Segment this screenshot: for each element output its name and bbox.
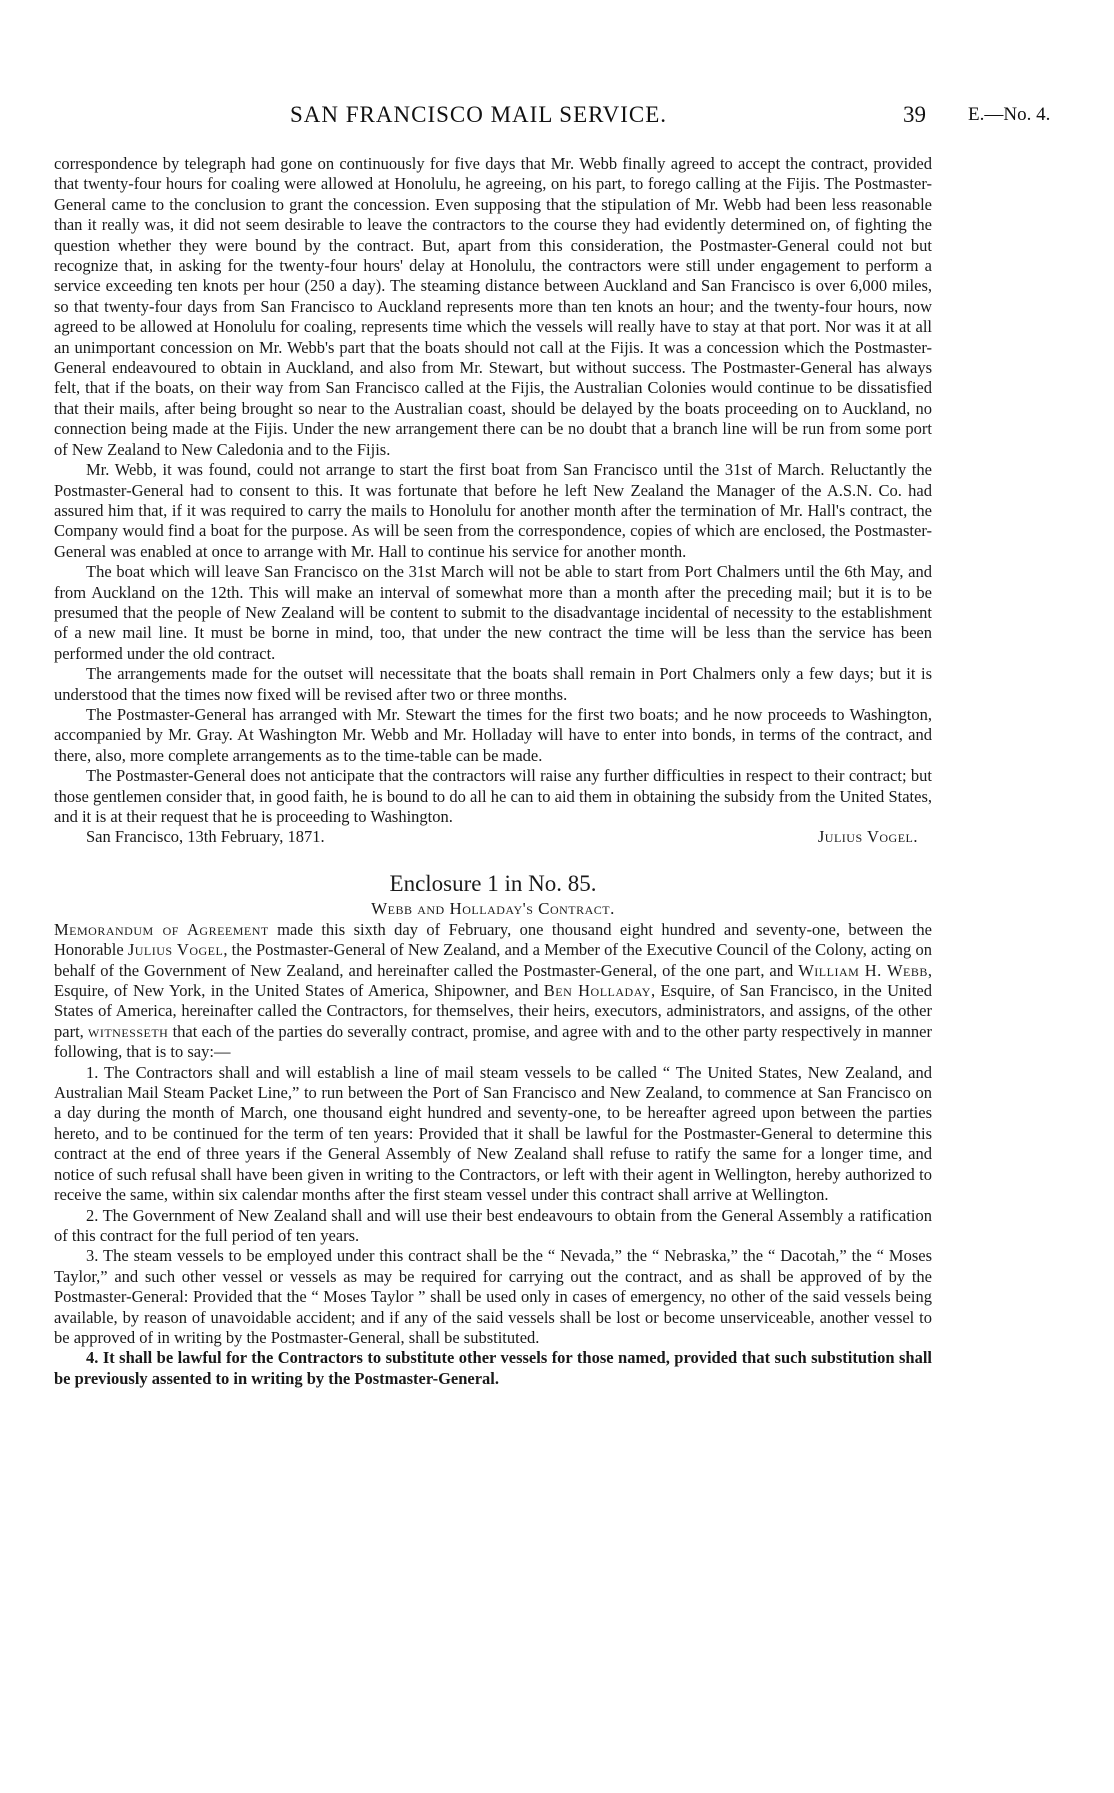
name-webb: William H. Webb (798, 960, 928, 980)
letter-paragraph-6: The Postmaster-General does not anticipate that the contractors will raise any further difficulties in respect to their contract; but those gentlemen consider that, in good faith, he is bound to do all he can to aid them in obtaining the subsidy from the United States, and it is at their request that he is proceeding to Washington. (54, 766, 932, 826)
document-reference: E.—No. 4. (968, 104, 1051, 125)
running-header (0, 102, 1114, 132)
letter-paragraph-2: Mr. Webb, it was found, could not arrange to start the first boat from San Francisco until the 31st of March. Reluctantly the Postmaster-General had to consent to this. It was fortunate that before he left New Zealand the Manager of the A.S.N. Co. had assured him that, if it was required to carry the mails to Honolulu for another month after the termination of Mr. Hall's contract, the Company would find a boat for the purpose. As will be seen from the correspondence, copies of which are enclosed, the Postmaster-General was enabled at once to arrange with Mr. Hall to continue his service for another month. (54, 460, 932, 561)
page-number: 39 (903, 102, 926, 127)
page-body (54, 154, 932, 1389)
name-holladay: Ben Holladay (543, 981, 651, 1001)
memorandum-lead: Memorandum of Agreement (54, 919, 269, 939)
enclosure-title: Enclosure 1 in No. 85. (389, 870, 597, 896)
signature-line (54, 827, 932, 847)
memo-text-3: , Esquire, of New York, in the United States of America, Shipowner, and (54, 960, 933, 1001)
place-date: San Francisco, 13th February, 1871. (86, 827, 325, 847)
letter-paragraph-5: The Postmaster-General has arranged with Mr. Stewart the times for the first two boats; and he now proceeds to Washington, accompanied by Mr. Gray. At Washington Mr. Webb and Mr. Holladay will have to enter into bonds, in terms of the contract, and there, also, more complete arrangements as to the time-table can be made. (54, 704, 932, 765)
letter-paragraph-1: correspondence by telegraph had gone on continuously for five days that Mr. Webb finally agreed to accept the contract, provided that twenty-four hours for coaling were allowed at Honolulu, he agreeing, on his part, to forego calling at the Fijis. The Postmaster-General came to the conclusion to grant the concession. Even supposing that the stipulation of Mr. Webb had been less reasonable than it really was, it did not seem desirable to leave the contractors to the course they had evidently determined on, of fighting the question whether they were bound by the contract. But, apart from this consideration, the Postmaster-General could not but recognize that, in asking for the twenty-four hours' delay at Honolulu, the contractors were still under engagement to perform a service exceeding ten knots per hour (250 a day). The steaming distance between Auckland and San Francisco is over 6,000 miles, so that twenty-four days from San Francisco to Auckland represents more than ten knots an hour; and the twenty-four hours, now agreed to be allowed at Honolulu for coaling, represents time which the vessels will really have to stay at that port. Nor was it at all an unimportant concession on Mr. Webb's part that the boats should not call at the Fijis. It was a concession which the Postmaster-General endeavoured to obtain in Auckland, and also from Mr. Stewart, but without success. The Postmaster-General has always felt, that if the boats, on their way from San Francisco called at the Fijis, the Australian Colonies would continue to be dissatisfied that their mails, after being brought so near to the Australian coast, should be delayed by the boats proceeding on to Auckland, no connection being made at the Fijis. Under the new arrangement there can be no doubt that a branch line will be run from some port of New Zealand to New Caledonia and to the Fijis. (54, 154, 932, 459)
name-vogel: Julius Vogel (127, 940, 224, 960)
clause-3: 3. The steam vessels to be employed under this contract shall be the “ Nevada,” the “ Nebraska,” the “ Dacotah,” the “ Moses Taylor,” and such other vessel or vessels as may be required for carrying out the contract, and as shall be approved of by the Postmaster-General: Provided that the “ Moses Taylor ” shall be used only in cases of emergency, no other of the said vessels being available, by reason of unavoidable accident; and if any of the said vessels shall be lost or become unserviceable, another vessel to be approved of in writing by the Postmaster-General, shall be substituted. (54, 1246, 932, 1347)
memo-text-1: made this sixth day of February, one thousand eight hundred and seventy-one, between the Honorable (54, 919, 932, 960)
memo-text-2: , the Postmaster-General of New Zealand, and a Member of the Executive Council of the Colony, acting on behalf of the Government of New Zealand, and hereinafter called the Postmaster-General, of the one part, and (54, 940, 932, 980)
clause-4: 4. It shall be lawful for the Contractors to substitute other vessels for those named, provided that such substitution shall be previously assented to in writing by the Postmaster-General. (54, 1348, 932, 1388)
memo-text-5: that each of the parties do severally contract, promise, and agree with and to the other party respectively in manner following, that is to say:— (54, 1021, 932, 1062)
running-title: SAN FRANCISCO MAIL SERVICE. (290, 102, 668, 127)
enclosure-subtitle: Webb and Holladay's Contract. (371, 898, 615, 918)
clause-2: 2. The Government of New Zealand shall and will use their best endeavours to obtain from the General Assembly a ratification of this contract for the full period of ten years. (54, 1205, 932, 1245)
letter-paragraph-4: The arrangements made for the outset will necessitate that the boats shall remain in Port Chalmers only a few days; but it is understood that the times now fixed will be revised after two or three months. (54, 664, 932, 704)
letter-paragraph-3: The boat which will leave San Francisco on the 31st March will not be able to start from Port Chalmers until the 6th May, and from Auckland on the 12th. This will make an interval of somewhat more than a month after the preceding mail; but it is to be presumed that the people of New Zealand will be content to submit to the disadvantage incidental of necessity to the establishment of a new mail line. It must be borne in mind, too, that under the new contract the time will be less than the service has been performed under the old contract. (54, 562, 932, 663)
clause-1: 1. The Contractors shall and will establish a line of mail steam vessels to be called “ The United States, New Zealand, and Australian Mail Steam Packet Line,” to run between the Port of San Francisco and New Zealand, to commence at San Francisco on a day during the month of March, one thousand eight hundred and seventy-one, to be hereafter agreed upon between the parties hereto, and to be continued for the term of ten years: Provided that it shall be lawful for the Postmaster-General to determine this contract at the end of three years if the General Assembly of New Zealand shall refuse to ratify the same for a longer time, and notice of such refusal shall have been given in writing to the Contractors, or left with their agent in Wellington, hereby authorized to receive the same, within six calendar months after the first steam vessel under this contract shall arrive at Wellington. (54, 1062, 932, 1205)
witnesseth: witnesseth (88, 1021, 169, 1041)
signature: Julius Vogel. (817, 827, 918, 847)
letter-section (54, 154, 932, 848)
memorandum-paragraph (54, 920, 932, 1063)
enclosure-section (54, 870, 932, 1389)
memo-text-4: , Esquire, of San Francisco, in the United States of America, hereinafter called the Contractors, for themselves, their heirs, executors, administrators, and assigns, of the other part, (54, 981, 932, 1041)
